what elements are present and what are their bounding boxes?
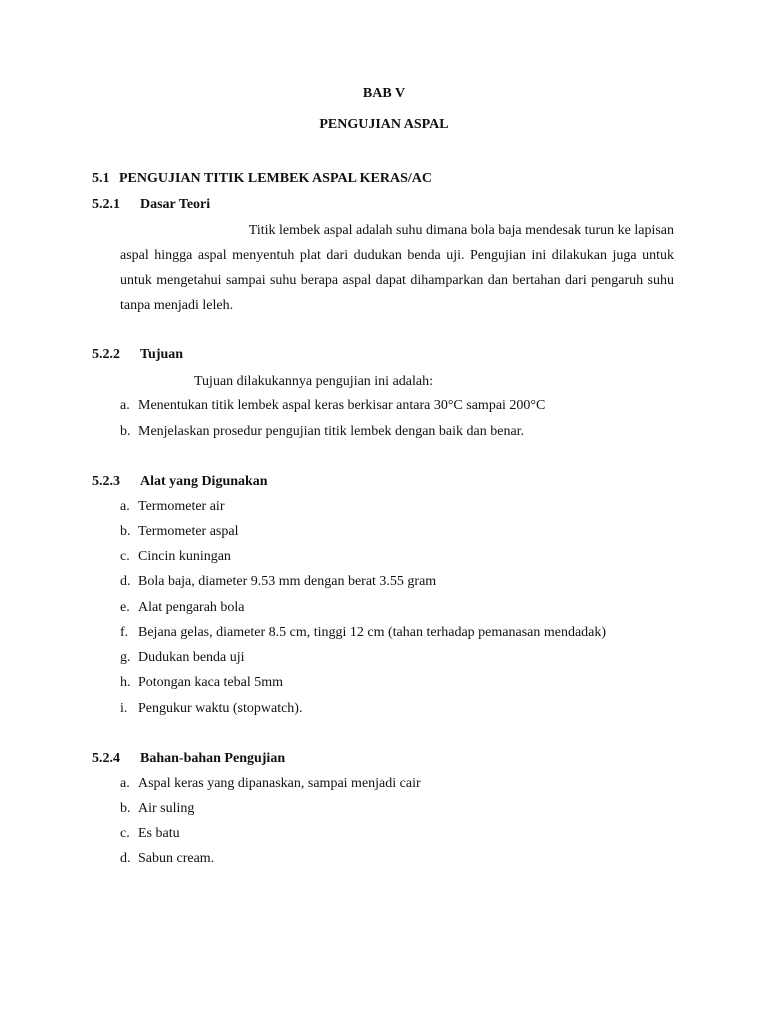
list-marker: a.	[120, 776, 130, 791]
list-text: Alat pengarah bola	[138, 600, 245, 615]
list-text: Menentukan titik lembek aspal keras berkisar antara 30°C sampai 200°C	[138, 398, 546, 413]
list-text: Es batu	[138, 826, 180, 841]
subsection-title-alat: Alat yang Digunakan	[140, 474, 268, 489]
list-marker: e.	[120, 600, 130, 615]
subsection-number-bahan: 5.2.4	[92, 751, 120, 766]
list-text: Pengukur waktu (stopwatch).	[138, 701, 303, 716]
list-text: Bola baja, diameter 9.53 mm dengan berat 3.55 gram	[138, 574, 437, 589]
list-text: Cincin kuningan	[138, 549, 231, 564]
chapter-title: PENGUJIAN ASPAL	[319, 117, 449, 132]
list-marker: i.	[120, 701, 128, 716]
paragraph-body: aspal hingga aspal menyentuh plat dari dudukan benda uji. Pengujian ini dilakukan juga untuk untuk mengetahui sampai suhu berapa aspal dapat dihamparkan dan bertahan dari pengaruh suhu tanpa menjadi leleh.	[120, 248, 674, 313]
subsection-number-alat: 5.2.3	[92, 474, 120, 489]
subsection-number-dasar-teori: 5.2.1	[92, 197, 120, 212]
subsection-title-bahan: Bahan-bahan Pengujian	[140, 751, 286, 766]
list-marker: a.	[120, 499, 130, 514]
paragraph-first-line: Titik lembek aspal adalah suhu dimana bola baja mendesak turun ke lapisan	[248, 223, 674, 238]
list-marker: d.	[120, 574, 131, 589]
subsection-number-tujuan: 5.2.2	[92, 347, 120, 362]
list-marker: g.	[120, 650, 131, 665]
list-text: Air suling	[138, 801, 195, 816]
list-text: Termometer aspal	[138, 524, 239, 539]
section-heading	[92, 171, 432, 187]
list-text: Aspal keras yang dipanaskan, sampai menjadi cair	[138, 776, 421, 791]
list-text: Termometer air	[138, 499, 225, 514]
list-text: Dudukan benda uji	[138, 650, 245, 665]
list-marker: b.	[120, 801, 131, 816]
list-text: Potongan kaca tebal 5mm	[138, 675, 284, 690]
tujuan-intro: Tujuan dilakukannya pengujian ini adalah:	[194, 374, 433, 389]
list-marker: f.	[120, 625, 129, 640]
chapter-label: BAB V	[362, 86, 406, 101]
subsection-title-tujuan: Tujuan	[140, 347, 184, 362]
list-marker: b.	[120, 524, 131, 539]
list-marker: a.	[120, 398, 130, 413]
section-number: 5.1	[92, 171, 110, 186]
subsection-title-dasar-teori: Dasar Teori	[140, 197, 211, 212]
list-marker: c.	[120, 549, 130, 564]
list-text: Sabun cream.	[138, 851, 215, 866]
list-text: Menjelaskan prosedur pengujian titik lembek dengan baik dan benar.	[138, 424, 525, 439]
list-marker: h.	[120, 675, 131, 690]
list-marker: c.	[120, 826, 130, 841]
list-text: Bejana gelas, diameter 8.5 cm, tinggi 12 cm (tahan terhadap pemanasan mendadak)	[138, 625, 607, 640]
list-marker: d.	[120, 851, 131, 866]
section-title: PENGUJIAN TITIK LEMBEK ASPAL KERAS/AC	[119, 171, 432, 186]
list-marker: b.	[120, 424, 131, 439]
